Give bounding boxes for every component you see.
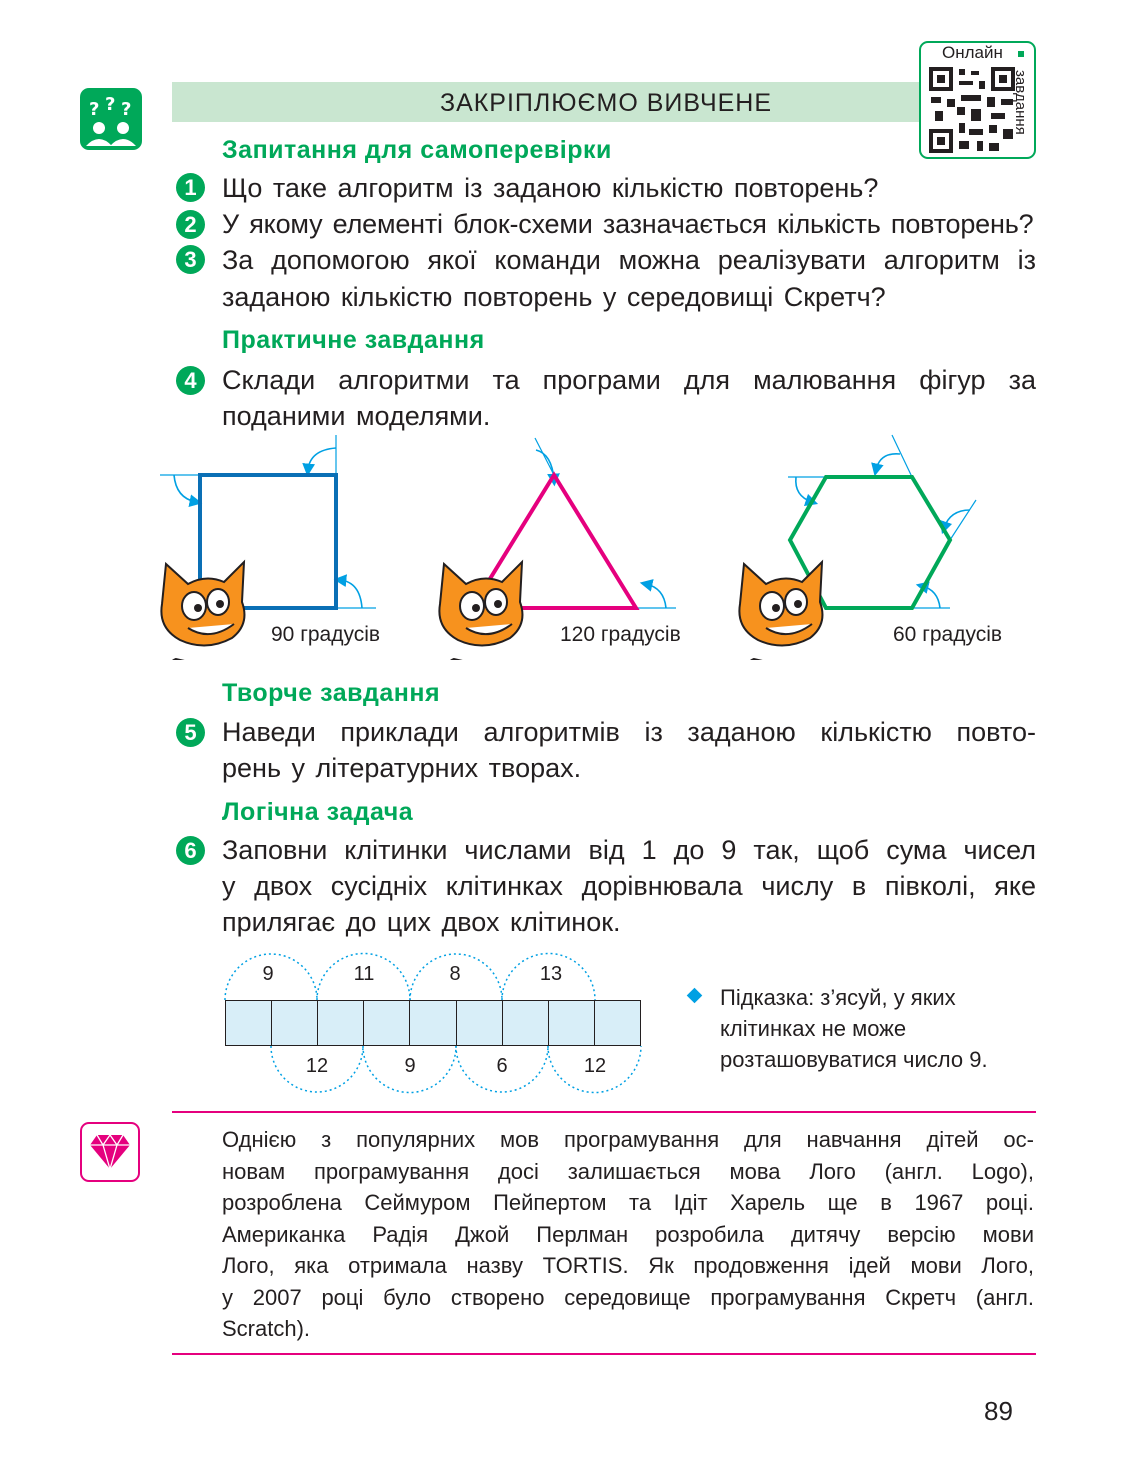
semicircle-number-top: 13 [539,963,563,985]
hint-line: розташовуватися число 9. [720,1047,988,1072]
puzzle-cell[interactable] [272,1001,318,1045]
question-text: Склади алгоритми та програми для малювання фігур за [222,365,1036,395]
question-text: Наведи приклади алгоритмів із заданою кількістю повто- [222,717,1036,747]
svg-text:?: ? [121,99,132,120]
puzzle-cell[interactable] [595,1001,640,1045]
info-line: Лого, яка отримала назву TORTIS. Як продовження ідей мови Лого, [222,1253,1034,1278]
hint-text [720,982,1050,1075]
info-line: новам програмування досі залишається мова Лого (англ. Logo), [222,1158,1034,1184]
section-practical: Практичне завдання [222,326,485,354]
semicircle-number-bottom: 6 [496,1055,508,1077]
question-text: поданими моделями. [222,401,491,431]
question-number: 5 [176,718,205,747]
qr-code-icon [929,67,1015,153]
qr-tasks-label: завдання [1012,70,1029,135]
question-number: 6 [176,836,205,865]
section-creative: Творче завдання [222,679,441,707]
page-number: 89 [984,1396,1013,1426]
section-logic: Логічна задача [222,798,414,826]
hint-line: клітинках не може [720,1016,907,1041]
gem-icon [89,1134,131,1170]
puzzle-cell[interactable] [318,1001,364,1045]
diamond-bullet-icon [687,988,703,1004]
question-number: 1 [176,173,205,202]
page-title: ЗАКРІПЛЮЄМО ВИВЧЕНЕ [439,89,773,117]
gem-box [80,1122,140,1182]
info-top-rule [172,1111,1036,1113]
section-self-check: Запитання для самоперевірки [222,136,612,164]
puzzle-cell[interactable] [457,1001,503,1045]
svg-text:?: ? [89,99,100,120]
puzzle-cell[interactable] [503,1001,549,1045]
figure-caption-square: 90 градусів [271,623,381,646]
puzzle-cell[interactable] [410,1001,456,1045]
info-bottom-rule [172,1353,1036,1355]
semicircle-number-bottom: 12 [583,1055,607,1077]
question-text: Що таке алгоритм із заданою кількістю повторень? [222,173,879,203]
semicircle-number-bottom: 12 [305,1055,329,1077]
svg-text:?: ? [105,94,116,115]
figure-caption-triangle: 120 градусів [560,623,681,646]
info-line: Американка Радія Джой Перлман розробила дитячу версію мови [222,1221,1034,1247]
question-text: заданою кількістю повторень у середовищі Скретч? [222,282,886,312]
puzzle-cell[interactable] [226,1001,272,1045]
info-line: Scratch). [222,1316,311,1341]
question-number: 4 [176,366,205,395]
info-line: розроблена Сеймуром Пейпертом та Ідіт Харель ще в 1967 році. [222,1190,1034,1215]
question-text: За допомогою якої команди можна реалізувати алгоритм із [222,245,1036,275]
hint-line: Підказка: з’ясуй, у яких [720,985,956,1010]
question-number: 3 [176,245,205,274]
semicircle-number-top: 8 [449,963,461,985]
info-line: Однією з популярних мов програмування для навчання дітей ос- [222,1127,1034,1152]
semicircle-number-top: 11 [353,963,375,985]
question-text: рень у літературних творах. [222,753,582,783]
question-text: У якому елементі блок-схеми зазначається кількість повторень? [222,209,1034,239]
semicircle-number-bottom: 9 [404,1055,416,1077]
qr-dot [1018,51,1024,57]
questions-icon [80,88,142,150]
puzzle-cell[interactable] [549,1001,595,1045]
puzzle-grid [225,1000,641,1046]
info-line: у 2007 році було створено середовище програмування Скретч (англ. [222,1284,1034,1310]
question-text: прилягає до цих двох клітинок. [222,907,621,937]
question-number: 2 [176,210,205,239]
info-paragraph [222,1124,1034,1345]
semicircle-number-top: 9 [262,963,274,985]
question-text: у двох сусідніх клітинках дорівнювала числу в півколі, яке [222,871,1036,901]
question-text: Заповни клітинки числами від 1 до 9 так, щоб сума чисел [222,835,1036,865]
qr-online-label: Онлайн [942,43,1003,62]
figure-caption-hexagon: 60 градусів [893,623,1003,646]
puzzle-cell[interactable] [364,1001,410,1045]
